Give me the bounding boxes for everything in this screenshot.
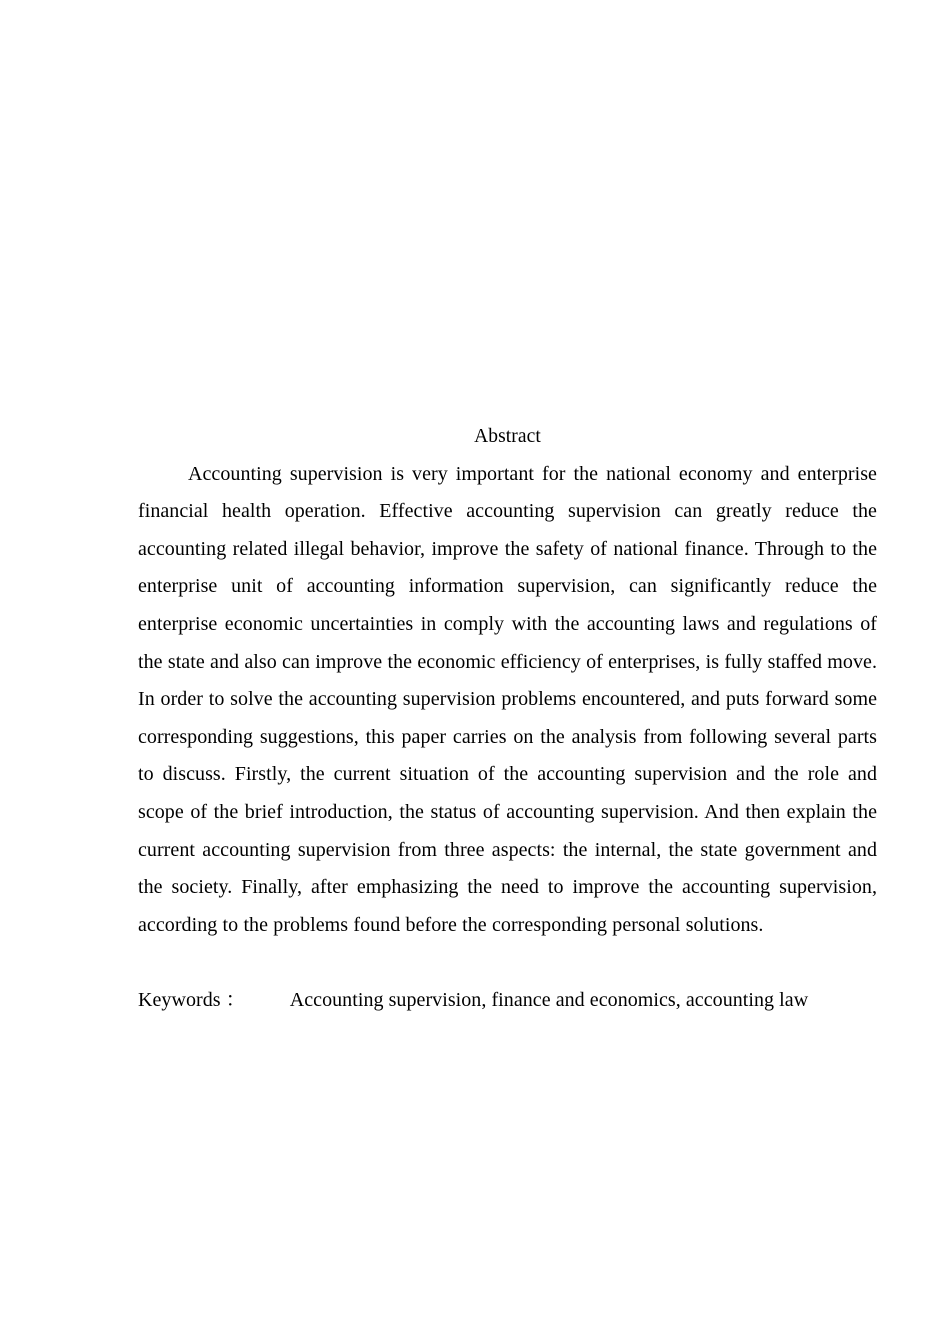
- keywords-separator: ：: [225, 988, 246, 1011]
- keywords-terms: Accounting supervision, finance and economics, accounting law: [289, 988, 809, 1011]
- keywords-label: Keywords: [138, 988, 221, 1011]
- abstract-paragraph: Accounting supervision is very important for the national economy and enterprise financial health operation. Effective accounting supervision can greatly reduce the accounting related illegal behavior, improve the safety of national finance. Through to the enterprise unit of accounting information supervision, can significantly reduce the enterprise economic uncertainties in comply with the accounting laws and regulations of the state and also can improve the economic efficiency of enterprises, is fully staffed move. In order to solve the accounting supervision problems encountered, and puts forward some corresponding suggestions, this paper carries on the analysis from following several parts to discuss. Firstly, the current situation of the accounting supervision and the role and scope of the brief introduction, the status of accounting supervision. And then explain the current accounting supervision from three aspects: the internal, the state government and the society. Finally, after emphasizing the need to improve the accounting supervision, according to the problems found before the corresponding personal solutions.: [138, 462, 877, 936]
- keywords-line: [138, 982, 877, 1020]
- abstract-heading: Abstract: [474, 426, 541, 447]
- page-content: [138, 418, 877, 1020]
- paragraph-spacer: [138, 944, 877, 982]
